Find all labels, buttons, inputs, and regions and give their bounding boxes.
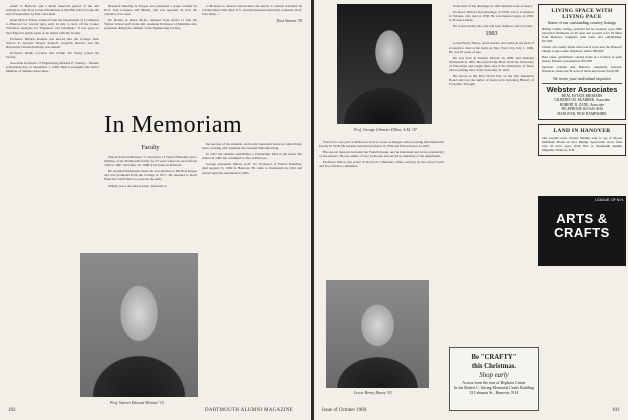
paragraph: return to Hanover and a much deserved period of fun and relaxation. Our most recent information is that Bill will be home the end of September by first class mail. — [6, 4, 99, 17]
year-heading: 1903 — [485, 31, 498, 38]
crafty-ad — [449, 347, 539, 411]
paragraph: Mainly was a devoted teacher, dedicated to — [108, 183, 167, 188]
paragraph: George Alexander Dillon, A.M. '47, Professor of French Emeritus, died August 13, 1969 in Hanover. He came to Dartmouth in 1924 and served until his retirement in 1965. — [202, 162, 302, 175]
page-number: 102 — [8, 408, 16, 413]
faculty-column-1 — [104, 142, 197, 190]
land-ad-title: LAND IN HANOVER — [553, 128, 611, 135]
crafty-shop-early: Shop early — [479, 372, 509, 379]
crafty-headline: Be "CRAFTY" — [471, 354, 517, 361]
left-column-1 — [6, 4, 99, 75]
issue-date: Issue of October 1969 — [322, 408, 367, 413]
crafty-address: 13 Lebanon St., Hanover, N.H. — [469, 390, 519, 395]
listing: Rare value, gentleman's country home in a location of quiet beauty. Modern conveniences. $55,000 — [542, 55, 622, 63]
ad-line: GILBERTO M. SKARBEK, Associate — [554, 98, 610, 103]
crafty-location: Across from the rear of Hopkins Center — [462, 380, 526, 385]
magazine-name: DARTMOUTH ALUMNI MAGAZINE — [205, 408, 294, 413]
listing: Hilltop country setting, secluded but not isolated, a pre-1840 renovated farmhouse on 30 open and wooded acres 18 miles from Hanover. Complete with barns and outbuildings. $57,000 — [542, 27, 622, 43]
paragraph: Research Meeting in Prague and presented a paper written by Prof. Tom Laaspere and Millett, and was reported on how the system is now used. — [104, 4, 197, 17]
right-column-2 — [449, 4, 534, 88]
page-number: 103 — [612, 408, 620, 413]
in-memoriam-title: In Memoriam — [104, 112, 243, 138]
paragraph: the success of his students, and to his classroom hours he added many more working with students who needed individual help. — [202, 142, 302, 151]
photo-caption: Lewis Henry Haney '03 — [354, 390, 392, 395]
crafty-building: In the Robert C. Strong Memorial Crafts Building — [454, 385, 534, 390]
ad-line: REAL ESTATE BROKERS — [561, 94, 603, 98]
paragraph: In 1957 his students established a scholarship fund in his honor. He retired in 1967 but continued to live in Hanover. — [202, 152, 302, 161]
paragraph: Dean Myron Tribus returned from the Department of Commerce to Hanover for several days early in July to kick off the Center "Decision Analysis for Engineers and Scientists." It was good to hear Myron's spirits again as he talked with the faculty. — [6, 18, 99, 35]
paragraph: Professor Dillon was active in Norwich community affairs, serving on the school board and town finance committee. — [319, 160, 444, 169]
paragraph: Professor Dillon's first marriage, in 1938, was to Constance O. Wickes, who died in 1958. He was married again, in 1959, to Florence Dean. — [449, 10, 534, 23]
ad-line: TELEPHONE 603-643-4016 — [560, 107, 604, 112]
land-ad — [538, 124, 626, 156]
paragraph: Professor Herbert Koehler has moved into the College Tuck School to become Thayer School's program director and the Honorable Charles Peabody was named — [6, 36, 99, 49]
paragraph: Associate Professor of Engineering Richard E. Stanley... Student scholarship day on September 1, 1969. Dick is presently the Senior Member of Sanders Associates. — [6, 61, 99, 74]
paragraph: French for one year at Princeton and two years at Rutgers before joining the Dartmouth faculty in 1936. He became assistant professor in 1939 and full professor in 1947. — [319, 140, 444, 149]
arts-crafts-title: ARTS & CRAFTS — [554, 211, 610, 241]
league-label: LEAGUE OF N.H. — [595, 198, 624, 203]
paragraph: Professor Ralph Cochran and Clamp Ver Wang joined the faculty. — [6, 50, 99, 60]
left-page — [0, 0, 311, 420]
photo-caption: Prof. Warren Edward Montsie '15 — [110, 400, 164, 405]
portrait-photo-haney — [326, 280, 429, 388]
listing: Classic old country home with over 8 acres near the Hanover village. Large rooms, fireplaces, stable. $90,000 — [542, 45, 622, 53]
divider — [542, 83, 622, 84]
right-column-1 — [319, 140, 444, 171]
listing: Spacious colonial near Hanover, completely restored, fireplaces, barns and 50 acres of fields and woods. $119,500 — [542, 65, 622, 73]
paragraph: His special interests included the French theater, and he translated and wrote extensively on the subject. He was author of two textbooks and served as chairman of the department. — [319, 150, 444, 159]
faculty-column-2 — [202, 142, 302, 177]
paragraph: Warren Edward Montsie '17, Professor of French Emeritus and a member of the Dartmouth faculty for 47 years where he served from 1920 to 1967, died June 10, 1969 at his home in Hanover. — [104, 155, 197, 168]
ad-subheadline: Some of our outstanding country listings — [547, 20, 617, 25]
land-ad-text: 196 wooded acres. Private hunting road to top of Moose Mountain. Brook on tract. Hiking. Spectacular views from over 25 acres open. Write Box A, Dartmouth Alumni Magazine, Hanover, N.H. — [542, 136, 622, 153]
paragraph: He is survived by his wife and four children, and a brother. — [453, 24, 533, 29]
sidebar-ads — [538, 4, 626, 266]
paragraph: He was born in Eureka, Illinois, in 1882, and attended Dartmouth in 1903. He received his Ph.D. from the University of Wisconsin and taught there and at the University of Texas before joining New York University in 1916. — [449, 55, 534, 73]
paragraph: to Houston to observe and monitor the Apollo 11 launch activities. In collaboration with other U.S. and International university scientists, Prof. Fate Nitze... — [202, 4, 302, 17]
webster-associates-title: Webster Associates — [546, 85, 618, 94]
ad-headline: LIVING SPACE WITH LIVING PACE — [551, 8, 613, 20]
portrait-photo-dillon — [337, 4, 432, 124]
faculty-heading: Faculty — [141, 145, 160, 151]
right-page — [314, 0, 628, 420]
ad-invite: We invite your individual inquiries — [553, 76, 611, 81]
paragraph: Dr. Robert A. Reed, Ph.D., returned from Africa to join the Thayer School staff in the fall. Assistant Professor of Medicine also presented during the summer at the Engineering Society. — [104, 18, 197, 31]
paragraph: He attended Dartmouth where he won election to Phi Beta Kappa and was graduated from the College in 1917. He returned to teach French in 1920 after two years in the army. — [104, 169, 197, 182]
ad-line: ROBERT B. ZANE, Associate — [559, 102, 605, 107]
paragraph: in the time of his discharge in 1945 held the rank of major. — [453, 4, 533, 8]
photo-caption: Prof. George Gilmeter Dillon, A.M. '47 — [354, 127, 417, 132]
arts-crafts-ad — [538, 196, 626, 266]
signature: Ross Stearns '58 — [276, 19, 302, 24]
left-column-3 — [202, 4, 302, 23]
real-estate-ad — [538, 4, 626, 120]
crafty-headline-2: this Christmas. — [471, 363, 517, 370]
ad-line: HANOVER, NEW HAMPSHIRE — [557, 111, 607, 116]
left-column-2 — [104, 4, 197, 33]
paragraph: He served in the First World War on the War Industries Board and was the author of many texts including History of Economic Thought. — [449, 74, 534, 87]
paragraph: Lewis Henry Haney, noted teacher and writer in the field of economics, died at his home in New York City, July 1, 1969. He was 87 years of age. — [449, 41, 534, 54]
portrait-photo-montsie — [80, 253, 198, 397]
